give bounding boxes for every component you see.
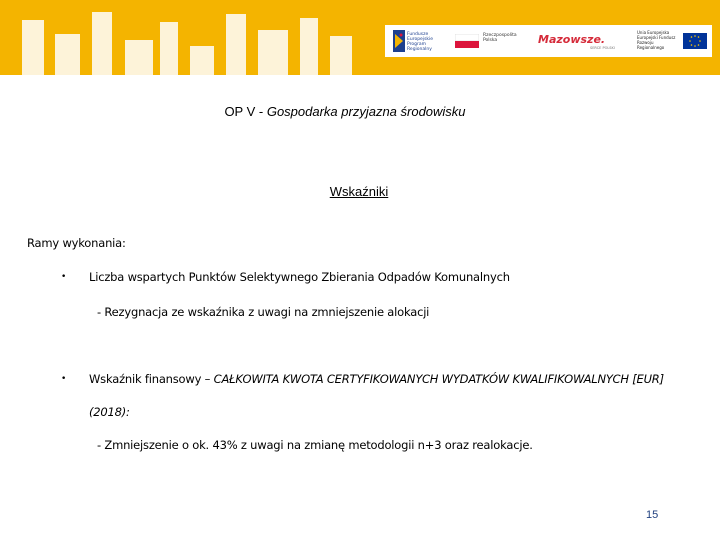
page-number: 15 <box>646 509 659 521</box>
unia-europejska-logo: Unia Europejska Europejski Fundusz Rozwoju Regionalnego <box>637 30 676 50</box>
page-subtitle: Wskaźniki <box>329 184 389 199</box>
item-2-text-line2: (2018): <box>89 405 130 419</box>
item-2-text-italic: CAŁKOWITA KWOTA CERTYFIKOWANYCH WYDATKÓW KWALIFIKOWALNYCH [EUR] <box>213 372 664 386</box>
item-1-text: Liczba wspartych Punktów Selektywnego Zbierania Odpadów Komunalnych <box>89 270 510 284</box>
rzeczpospolita-polska-logo: Rzeczpospolita Polska <box>483 33 517 43</box>
bullet-1: • <box>61 272 67 282</box>
eu-flag-icon <box>683 33 707 49</box>
header-banner <box>0 0 720 75</box>
title-prefix: OP V - <box>224 104 267 119</box>
mazowsze-logo: Mazowsze. <box>538 33 606 46</box>
logo-strip <box>385 25 712 57</box>
item-2-text-prefix: Wskaźnik finansowy – <box>89 372 214 386</box>
item-2-note: - Zmniejszenie o ok. 43% z uwagi na zmianę metodologii n+3 oraz realokacje. <box>97 438 533 452</box>
mazowsze-subtext: SERCE POLSKI <box>590 46 615 50</box>
item-1-note: - Rezygnacja ze wskaźnika z uwagi na zmniejszenie alokacji <box>97 305 430 319</box>
fundusze-europejskie-icon <box>393 30 405 52</box>
section-label: Ramy wykonania: <box>27 236 126 250</box>
page-title <box>0 104 690 119</box>
item-2-text <box>89 372 664 386</box>
title-italic: Gospodarka przyjazna środowisku <box>266 104 466 119</box>
polish-flag-icon <box>455 34 479 48</box>
bullet-2: • <box>61 374 67 384</box>
fundusze-europejskie-logo: Fundusze Europejskie Program Regionalny <box>407 32 434 52</box>
